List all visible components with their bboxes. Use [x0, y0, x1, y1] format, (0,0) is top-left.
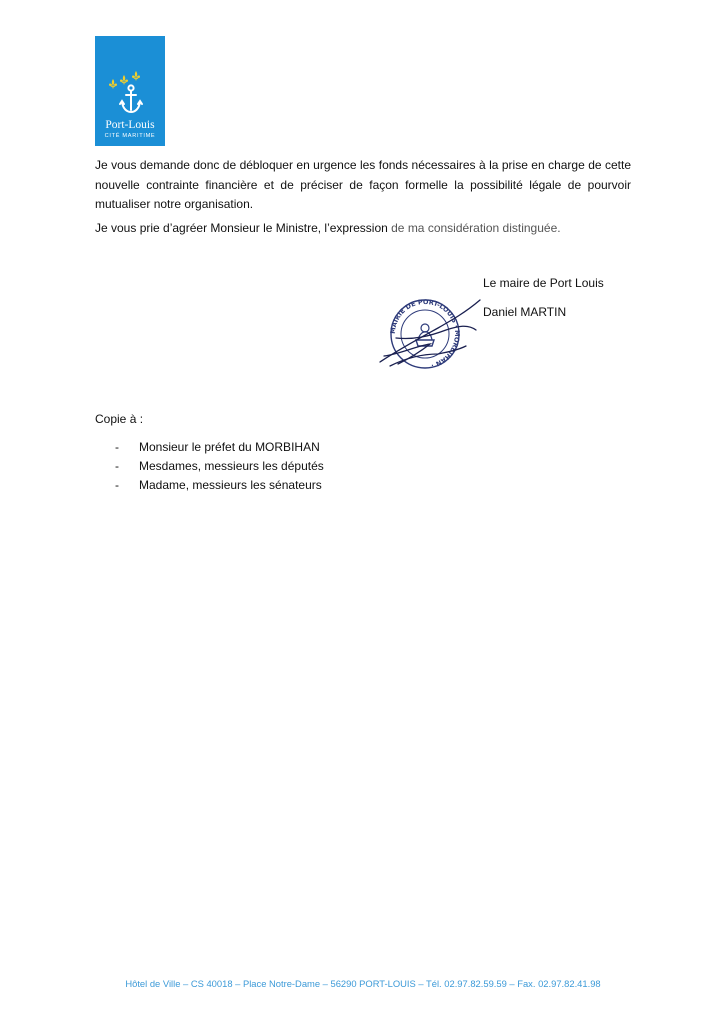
signatory-name: Daniel MARTIN	[483, 305, 567, 319]
letterhead-footer: Hôtel de Ville – CS 40018 – Place Notre-Dame – 56290 PORT-LOUIS – Tél. 02.97.82.59.59 – Fax. 02.97.82.41.98	[125, 978, 601, 989]
svg-text:MAIRIE DE PORT-LOUIS · MORBIHA: MAIRIE DE PORT-LOUIS · MORBIHAN ·	[388, 297, 462, 370]
recipient-label: Madame, messieurs les sénateurs	[139, 478, 322, 492]
list-item	[115, 457, 324, 476]
port-louis-logo	[95, 36, 165, 146]
paragraph-line: mutualiser notre organisation.	[95, 197, 254, 211]
copy-recipients-list	[115, 438, 324, 495]
copy-to-heading: Copie à :	[95, 412, 144, 426]
paragraph-line: nouvelle contrainte financière et de préciser de façon formelle la possibilité légale de pourvoir	[95, 177, 631, 192]
list-item	[115, 476, 324, 495]
anchor-icon	[120, 85, 142, 112]
official-stamp-signature	[376, 294, 486, 372]
list-bullet: -	[115, 440, 119, 454]
list-bullet: -	[115, 459, 119, 473]
body-paragraph-1	[95, 156, 631, 215]
recipient-label: Mesdames, messieurs les députés	[139, 459, 324, 473]
recipient-label: Monsieur le préfet du MORBIHAN	[139, 440, 320, 454]
list-item	[115, 438, 324, 457]
logo-town-name: Port-Louis	[105, 119, 155, 131]
closing-formula: Je vous prie d’agréer Monsieur le Ministre, l’expression	[95, 221, 388, 235]
signatory-title: Le maire de Port Louis	[483, 276, 604, 290]
body-paragraph-2	[95, 219, 631, 239]
logo-subtitle: CITÉ MARITIME	[104, 133, 156, 139]
fleur-de-lis-icon	[109, 71, 140, 89]
closing-formula-tail: de ma considération distinguée.	[387, 221, 561, 235]
list-bullet: -	[115, 478, 119, 492]
paragraph-line: Je vous demande donc de débloquer en urgence les fonds nécessaires à la prise en charge de cette	[95, 158, 631, 172]
